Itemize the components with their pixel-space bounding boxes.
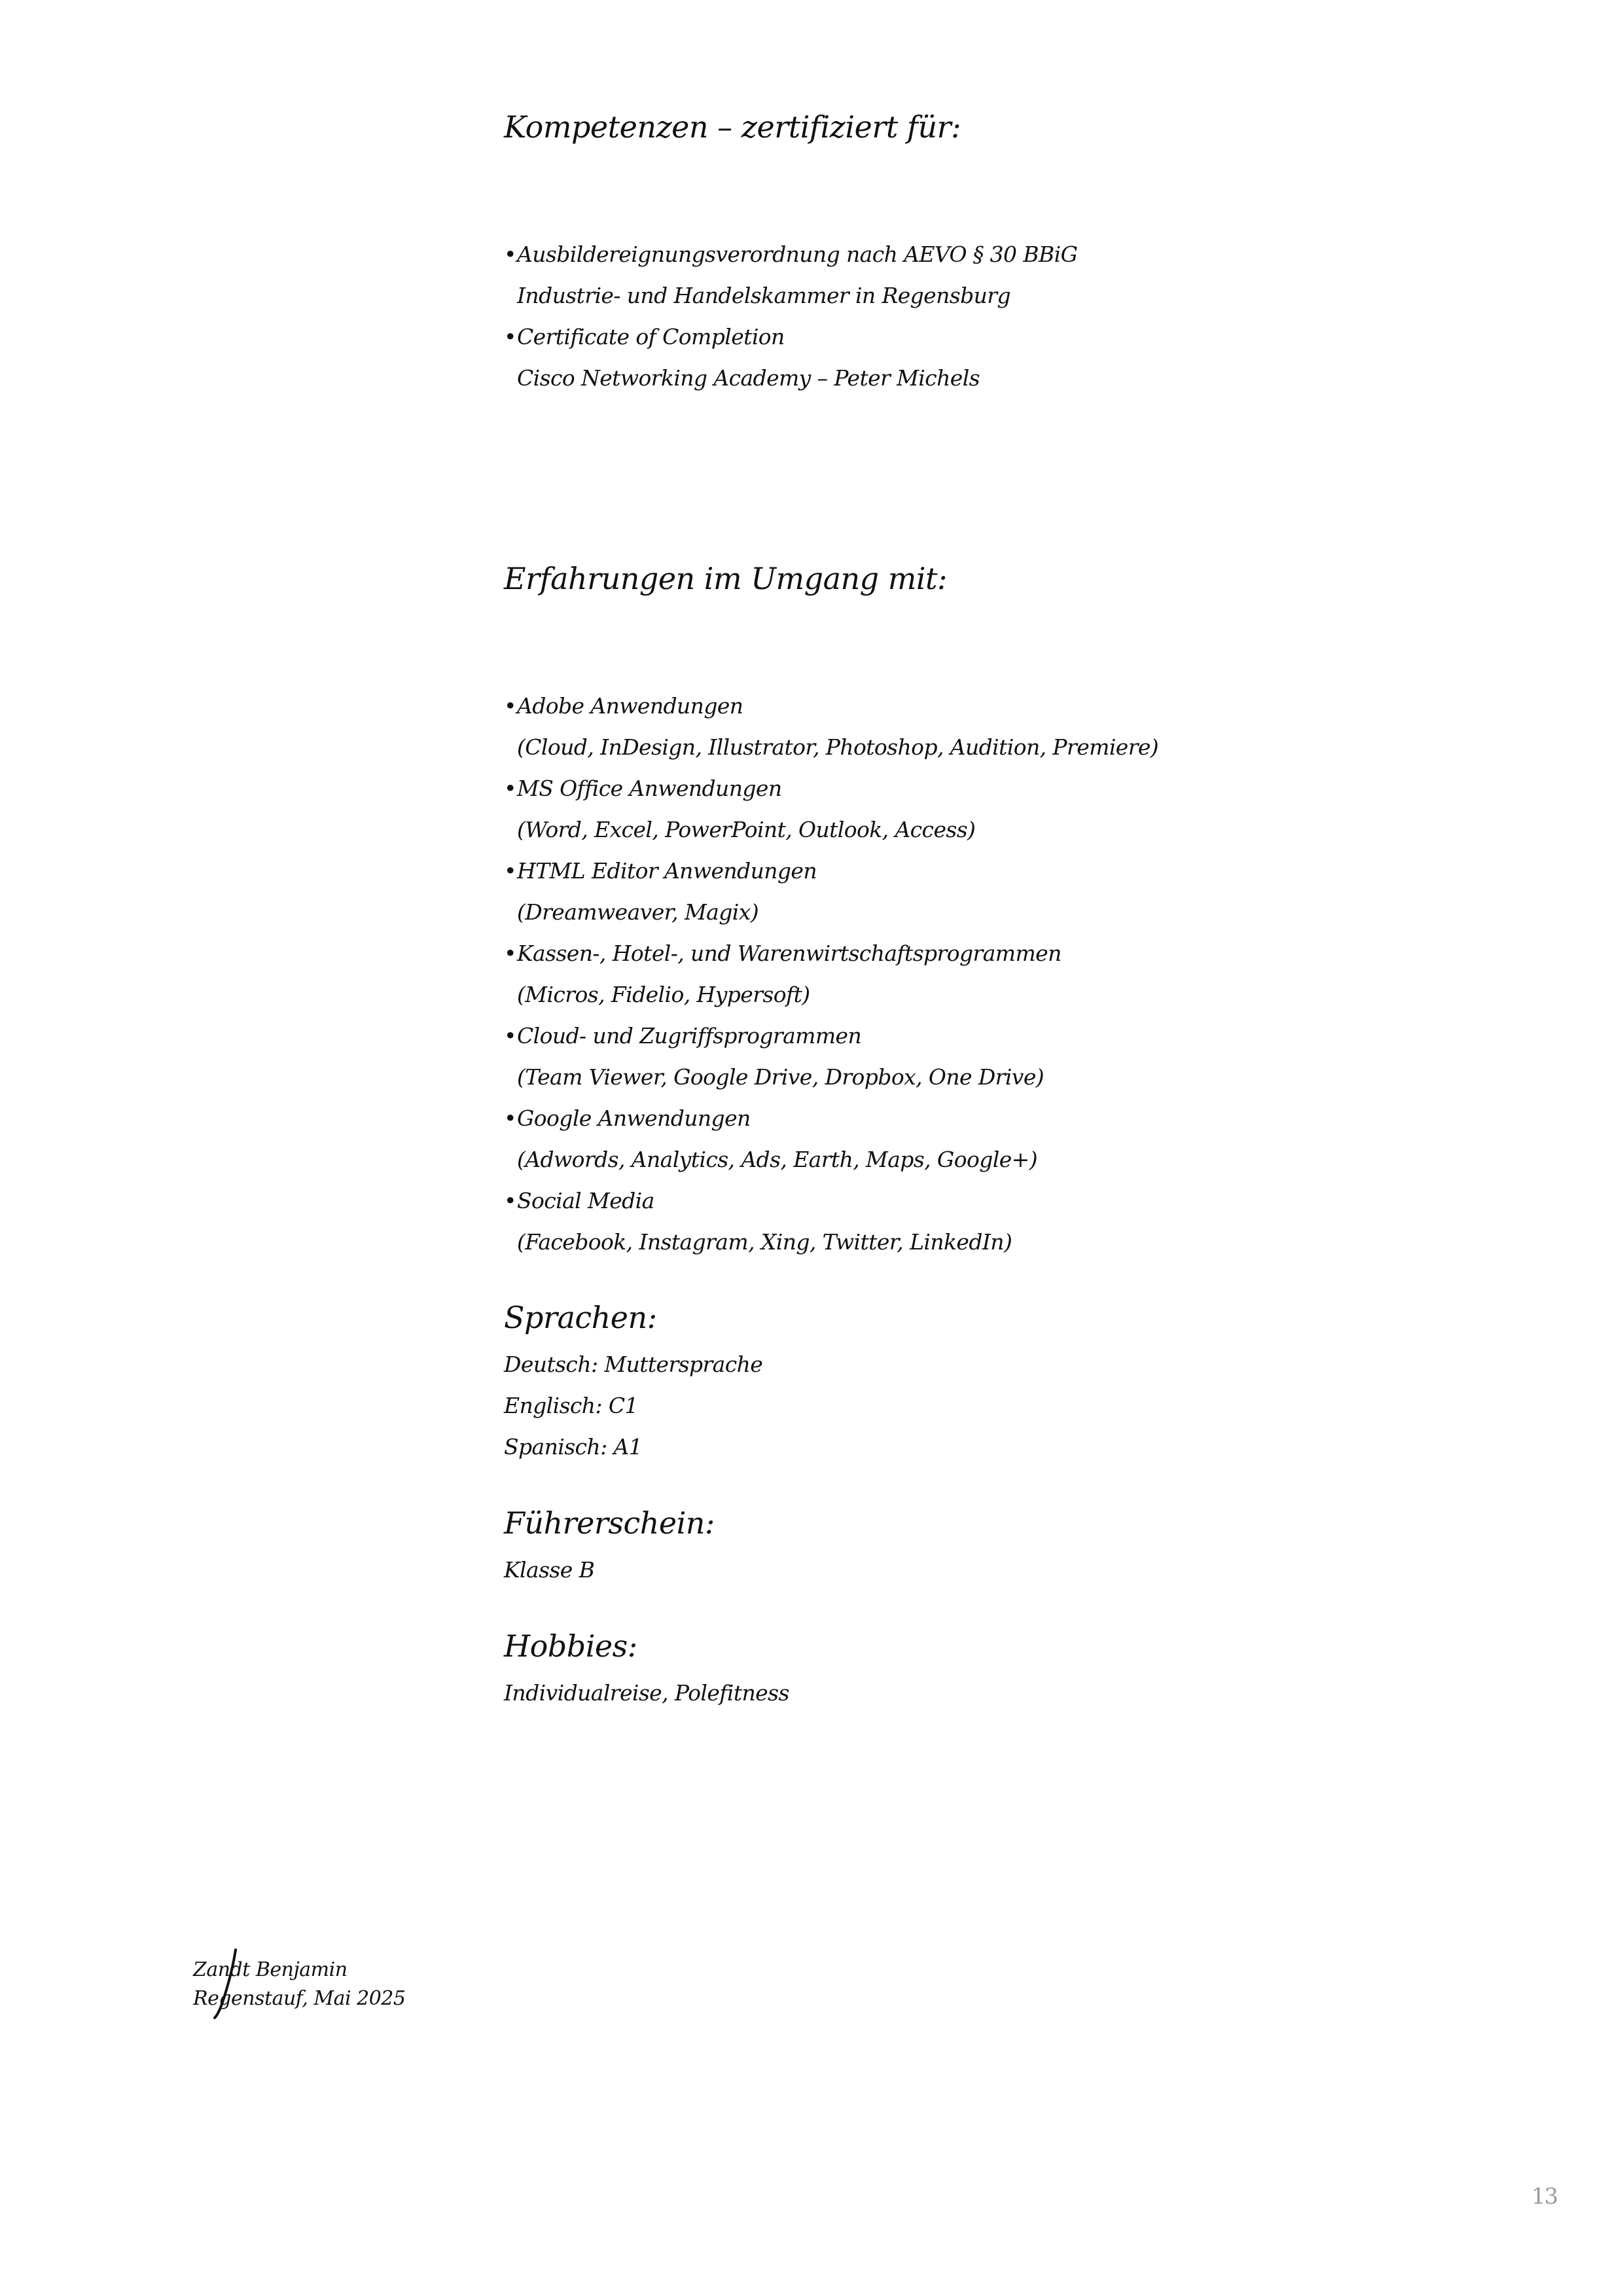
license-list	[504, 1549, 594, 1590]
experience-detail: (Cloud, InDesign, Illustrator, Photoshop, Audition, Premiere)	[517, 734, 1159, 760]
competencies-list	[504, 234, 1077, 399]
experience-heading: Erfahrungen im Umgang mit:	[504, 561, 948, 596]
experience-detail: (Dreamweaver, Magix)	[517, 899, 758, 925]
signature-name: Zandt Benjamin	[193, 1958, 348, 1981]
experience-title: • HTML Editor Anwendungen	[504, 850, 1158, 891]
language-item: Deutsch: Muttersprache	[504, 1352, 763, 1377]
experience-title: • Kassen-, Hotel-, und Warenwirtschaftsprogrammen	[504, 933, 1158, 974]
languages-list	[504, 1344, 762, 1467]
competencies-heading: Kompetenzen – zertifiziert für:	[504, 109, 961, 145]
experience-title: • Google Anwendungen	[504, 1098, 1158, 1139]
page-number: 13	[1531, 2183, 1558, 2210]
language-item: Englisch: C1	[504, 1393, 638, 1418]
hobbies-heading: Hobbies:	[504, 1628, 637, 1664]
experience-title: • Cloud- und Zugriffsprogrammen	[504, 1015, 1158, 1056]
license-item: Klasse B	[504, 1557, 595, 1583]
license-heading: Führerschein:	[504, 1505, 715, 1541]
competency-title: • Ausbildereignungsverordnung nach AEVO § 30 BBiG	[504, 234, 1077, 275]
experience-title: • Adobe Anwendungen	[504, 685, 1158, 726]
signature-place-date: Regenstauf, Mai 2025	[193, 1987, 406, 2010]
experience-detail: (Word, Excel, PowerPoint, Outlook, Access)	[517, 817, 976, 842]
signature-block	[193, 1956, 405, 2013]
experience-detail: (Micros, Fidelio, Hypersoft)	[517, 982, 810, 1007]
languages-heading: Sprachen:	[504, 1300, 657, 1335]
language-item: Spanisch: A1	[504, 1434, 643, 1460]
competency-detail: Industrie- und Handelskammer in Regensburg	[517, 283, 1010, 308]
competency-title: • Certificate of Completion	[504, 316, 1077, 357]
experience-list	[504, 685, 1158, 1263]
experience-detail: (Adwords, Analytics, Ads, Earth, Maps, Google+)	[517, 1147, 1037, 1172]
experience-title: • Social Media	[504, 1180, 1158, 1221]
hobbies-list	[504, 1672, 789, 1713]
experience-detail: (Facebook, Instagram, Xing, Twitter, LinkedIn)	[517, 1229, 1012, 1255]
experience-title: • MS Office Anwendungen	[504, 768, 1158, 809]
experience-detail: (Team Viewer, Google Drive, Dropbox, One Drive)	[517, 1064, 1044, 1090]
competency-detail: Cisco Networking Academy – Peter Michels	[517, 365, 980, 391]
hobby-item: Individualreise, Polefitness	[504, 1680, 789, 1706]
